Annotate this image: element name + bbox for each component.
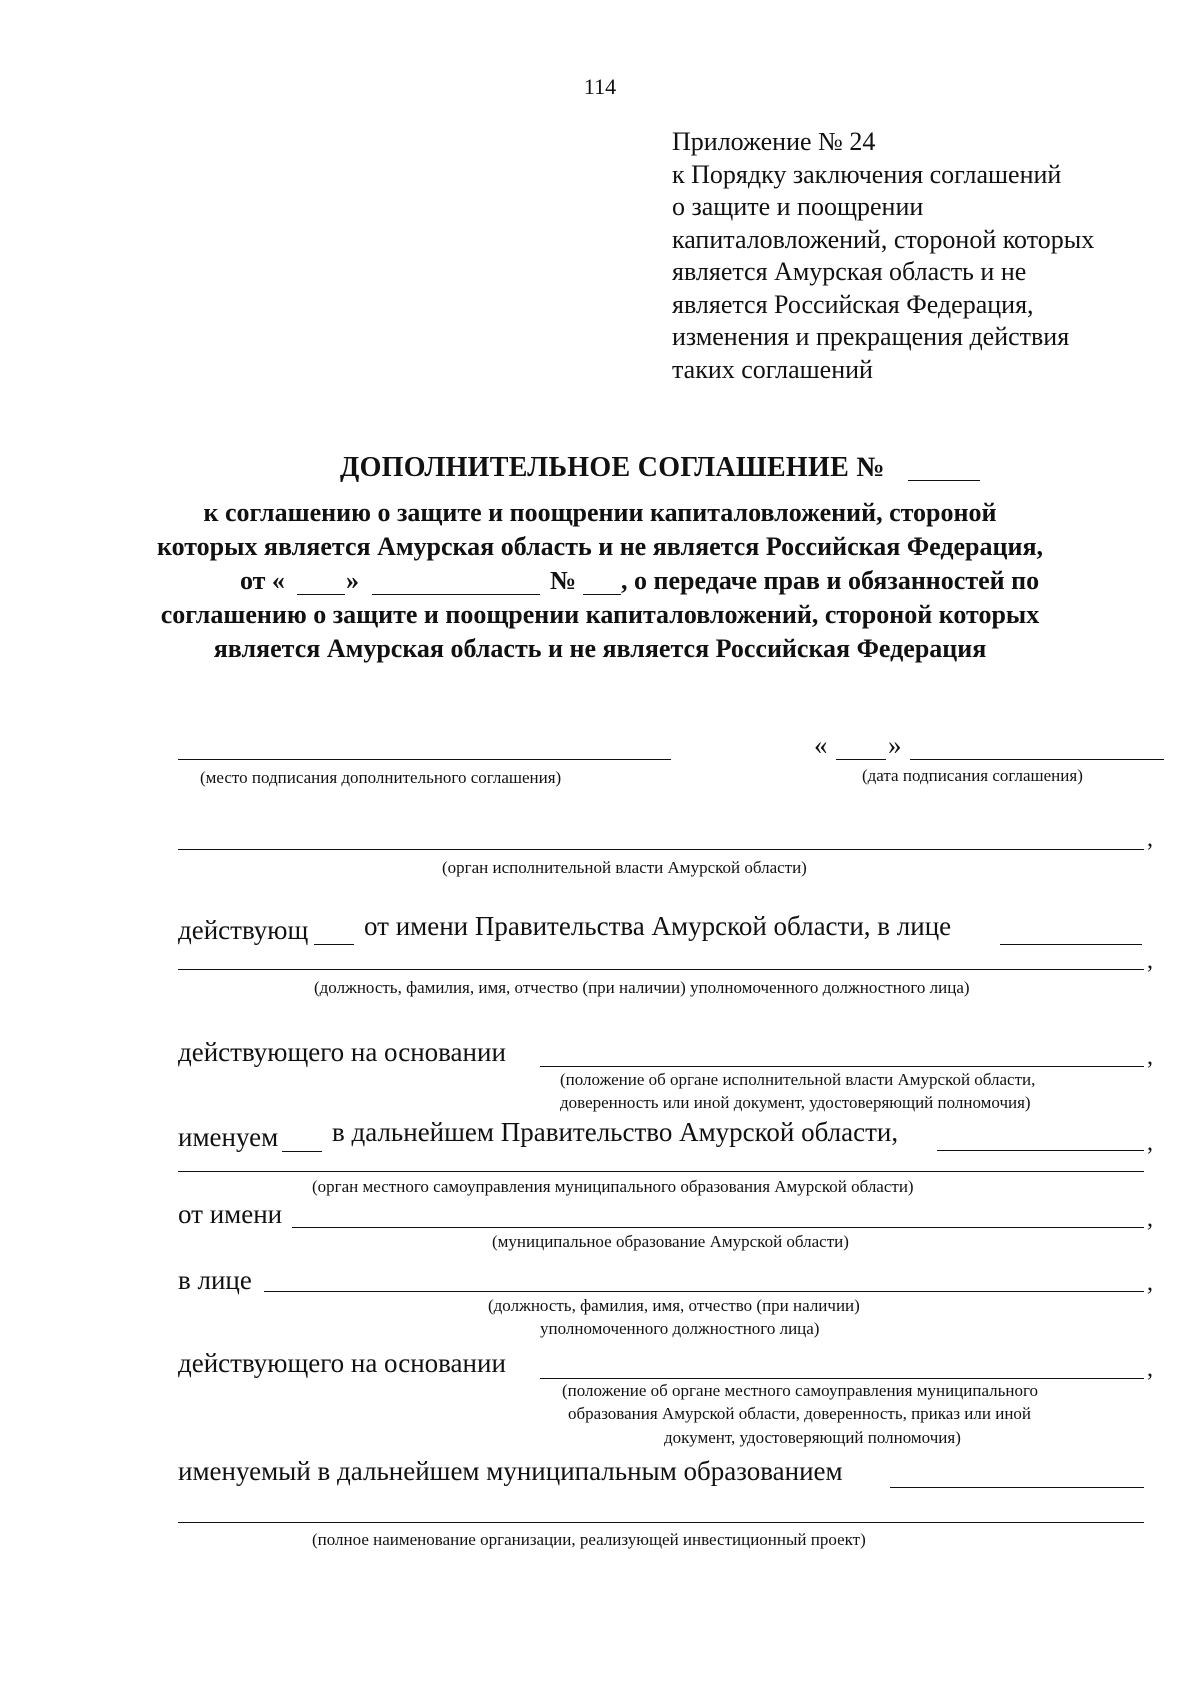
municipal-body-caption: (орган местного самоуправления муниципального образования Амурской области) (312, 1177, 914, 1196)
agreement-day-field[interactable] (297, 594, 345, 595)
appendix-line: капиталовложений, стороной которых (672, 224, 1095, 254)
document-title: ДОПОЛНИТЕЛЬНОЕ СОГЛАШЕНИЕ № (340, 452, 885, 483)
agreement-number-field[interactable] (908, 480, 980, 481)
basis-field-1[interactable] (540, 1066, 1144, 1067)
signing-day-field[interactable] (836, 759, 886, 760)
basis-caption-1a: (положение об органе исполнительной власти Амурской области, (560, 1070, 1036, 1089)
named-municipal: именуемый в дальнейшем муниципальным образованием (178, 1456, 843, 1486)
person-caption-b: уполномоченного должностного лица) (540, 1319, 820, 1338)
organization-field[interactable] (178, 1522, 1144, 1523)
person-field[interactable] (264, 1291, 1144, 1292)
authority-field[interactable] (178, 849, 1144, 850)
basis-caption-2a: (положение об органе местного самоуправления муниципального (562, 1381, 1039, 1400)
comma: , (1147, 948, 1153, 974)
basis-caption-1b: доверенность или иной документ, удостоверяющий полномочия) (560, 1093, 1031, 1112)
basis-caption-2c: документ, удостоверяющий полномочия) (664, 1428, 961, 1447)
acting-prefix: действующ (178, 915, 309, 945)
acting-rest: от имени Правительства Амурской области, в лице (364, 911, 952, 941)
basis-caption-2b: образования Амурской области, доверенность, приказ или иной (568, 1404, 1032, 1423)
comma: , (1147, 1206, 1153, 1232)
person-label: в лице (178, 1265, 252, 1295)
representative-field[interactable] (1000, 944, 1142, 945)
named-rest: в дальнейшем Правительство Амурской области, (332, 1117, 899, 1147)
signing-date-close-quote: » (888, 730, 902, 760)
subtitle-line-1: к соглашению о защите и поощрении капиталовложений, стороной (203, 498, 997, 527)
signing-date-open-quote: « (814, 730, 828, 760)
basis-label-1: действующего на основании (178, 1037, 506, 1067)
person-caption-a: (должность, фамилия, имя, отчество (при наличии) (488, 1296, 860, 1315)
named-ending-field[interactable] (282, 1151, 322, 1152)
comma: , (1147, 826, 1153, 852)
official-field[interactable] (178, 969, 1144, 970)
comma: , (1147, 1270, 1153, 1296)
subtitle-line-2: которых является Амурская область и не является Российская Федерация, (156, 532, 1044, 561)
official-caption: (должность, фамилия, имя, отчество (при наличии) уполномоченного должностного лица) (314, 978, 970, 997)
subtitle-line-4: соглашению о защите и поощрении капиталовложений, стороной которых (160, 600, 1040, 629)
appendix-line: изменения и прекращения действия (672, 322, 1070, 351)
subtitle-line-3-rest: , о передаче прав и обязанностей по (621, 566, 1040, 595)
on-behalf-label: от имени (178, 1199, 283, 1229)
appendix-line: к Порядку заключения соглашений (672, 159, 1062, 189)
subtitle-from: от « (240, 566, 285, 595)
comma: , (1147, 1044, 1153, 1070)
comma: , (1147, 1356, 1153, 1382)
appendix-line: о защите и поощрении (672, 192, 924, 221)
basis-field-2[interactable] (540, 1378, 1144, 1379)
signing-date-field[interactable] (910, 759, 1164, 760)
agreement-ref-number-field[interactable] (583, 594, 621, 595)
appendix-line: является Амурская область и не (672, 257, 1027, 286)
subtitle-quote-close: » (346, 566, 359, 595)
appendix-reference (672, 126, 1094, 386)
municipality-field[interactable] (292, 1227, 1144, 1228)
organization-caption: (полное наименование организации, реализующей инвестиционный проект) (312, 1530, 866, 1549)
signing-place-field[interactable] (178, 759, 671, 760)
acting-ending-field[interactable] (314, 944, 354, 945)
subtitle-number-sign: № (550, 566, 577, 595)
authority-caption: (орган исполнительной власти Амурской области) (442, 858, 807, 877)
municipal-body-field[interactable] (178, 1171, 1144, 1172)
named-prefix: именуем (178, 1122, 279, 1152)
signing-date-caption: (дата подписания соглашения) (862, 766, 1083, 785)
named-municipal-field[interactable] (890, 1487, 1144, 1488)
municipality-caption: (муниципальное образование Амурской области) (492, 1232, 849, 1251)
subtitle-line-5: является Амурская область и не является Российская Федерация (213, 634, 987, 663)
named-extra-field[interactable] (937, 1150, 1144, 1151)
appendix-line: Приложение № 24 (672, 127, 876, 156)
appendix-line: таких соглашений (672, 354, 873, 384)
basis-label-2: действующего на основании (178, 1348, 506, 1378)
signing-place-caption: (место подписания дополнительного соглашения) (200, 768, 562, 787)
agreement-month-year-field[interactable] (372, 594, 540, 595)
comma: , (1147, 1130, 1153, 1156)
page-number: 114 (583, 74, 617, 99)
appendix-line: является Российская Федерация, (672, 289, 1034, 319)
